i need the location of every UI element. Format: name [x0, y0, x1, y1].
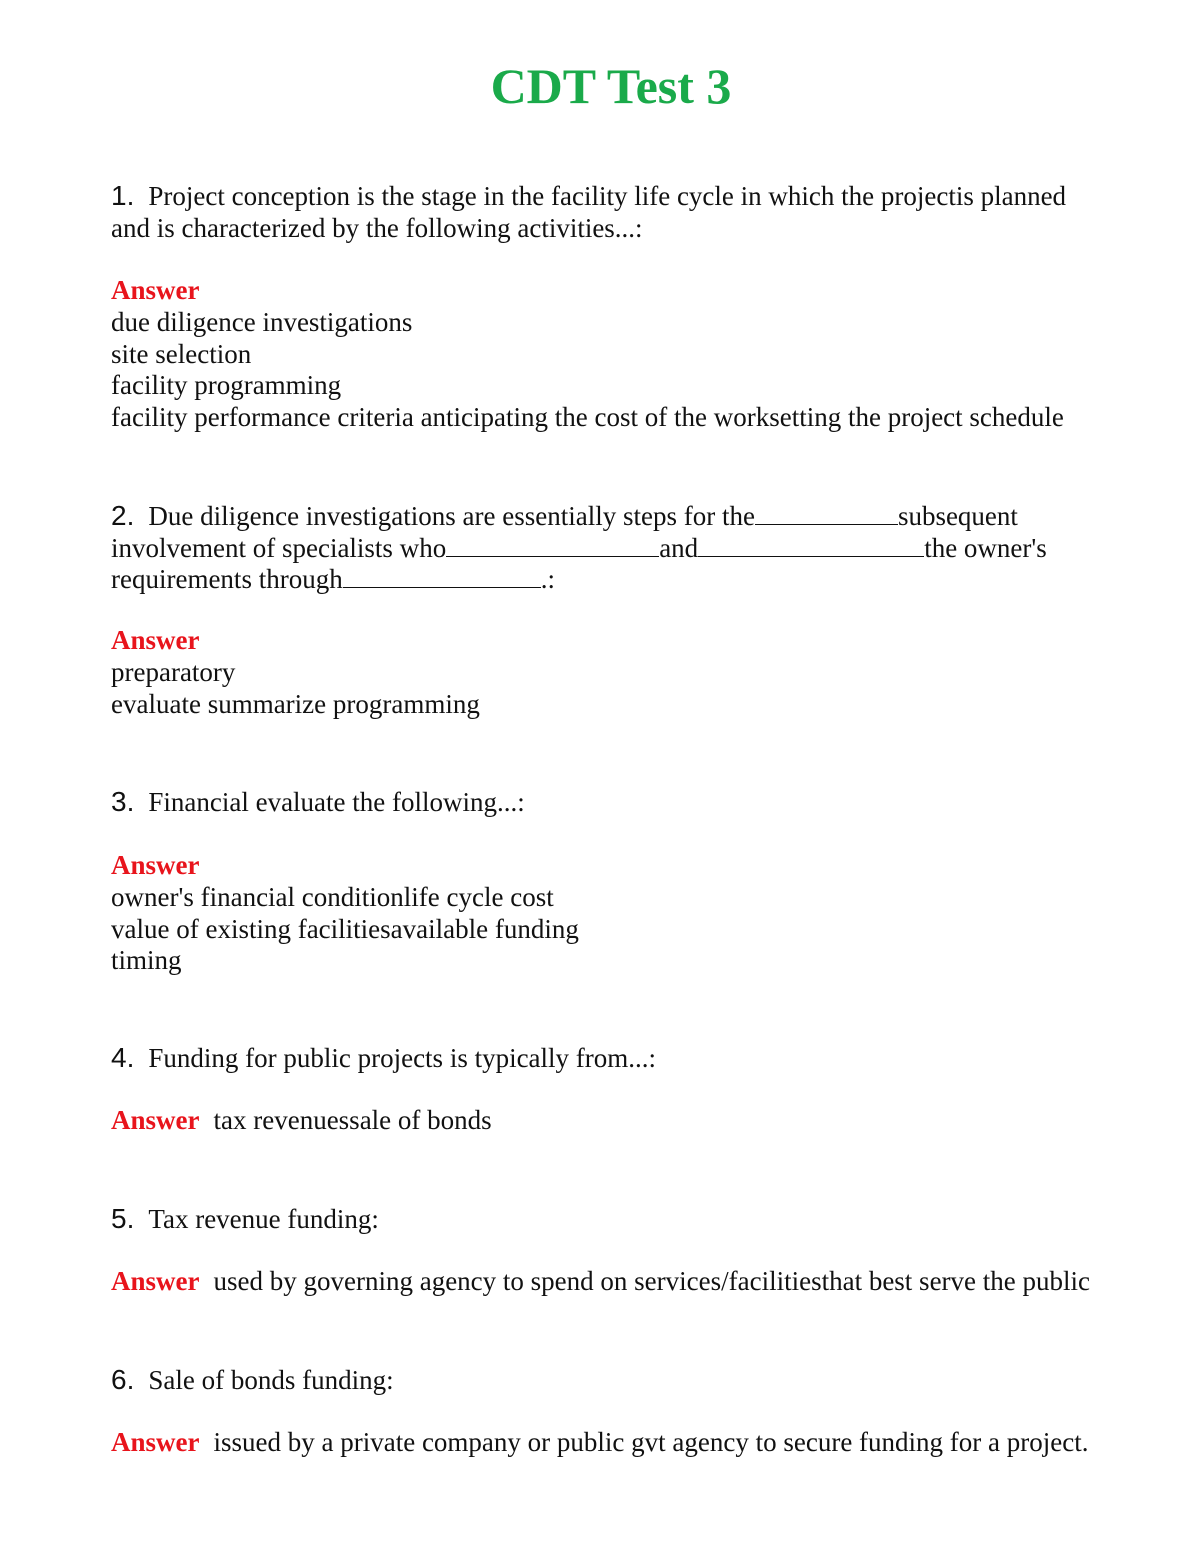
- document-title: CDT Test 3: [490, 58, 732, 114]
- question-1: [111, 180, 1066, 244]
- answer-2: [111, 625, 480, 720]
- question-text-line: Funding for public projects is typically from...:: [148, 1043, 657, 1073]
- question-4: [111, 1042, 656, 1075]
- question-number: 4.: [111, 1042, 135, 1073]
- answer-3: [111, 850, 579, 977]
- question-text-segment: .:: [540, 564, 555, 594]
- question-text-line: Tax revenue funding:: [148, 1204, 379, 1234]
- question-text-segment: involvement of specialists who: [111, 532, 447, 563]
- question-text-segment: and: [659, 532, 699, 563]
- answer-line: timing: [111, 945, 182, 976]
- question-text-segment: Due diligence investigations are essentially steps for the: [148, 501, 755, 531]
- question-text-line: Financial evaluate the following...:: [148, 787, 525, 817]
- question-text-segment: the owner's: [924, 532, 1047, 563]
- answer-label: Answer: [111, 850, 200, 880]
- answer-label: Answer: [111, 1427, 200, 1457]
- fill-in-blank: [343, 567, 541, 588]
- answer-5: [111, 1266, 1090, 1298]
- answer-4: [111, 1105, 492, 1137]
- answer-label: Answer: [111, 625, 200, 655]
- answer-1: [111, 275, 1064, 434]
- answer-line: facility programming: [111, 370, 342, 401]
- question-number: 5.: [111, 1203, 135, 1234]
- answer-6: [111, 1427, 1088, 1459]
- answer-line: preparatory: [111, 656, 236, 687]
- answer-line: due diligence investigations: [111, 306, 413, 337]
- answer-line: site selection: [111, 338, 252, 369]
- answer-text: tax revenuessale of bonds: [213, 1105, 492, 1135]
- question-5: [111, 1203, 379, 1236]
- fill-in-blank: [698, 536, 924, 557]
- fill-in-blank: [755, 504, 898, 525]
- question-6: [111, 1364, 394, 1397]
- question-text-segment: subsequent: [897, 501, 1018, 531]
- question-text-line: Project conception is the stage in the facility life cycle in which the projectis planned: [148, 181, 1067, 211]
- question-text-line: Sale of bonds funding:: [148, 1365, 394, 1395]
- fill-in-blank: [446, 536, 659, 557]
- answer-text: issued by a private company or public gvt agency to secure funding for a project.: [213, 1427, 1089, 1457]
- answer-label: Answer: [111, 275, 200, 305]
- question-2: [111, 500, 1047, 596]
- question-number: 1.: [111, 180, 135, 211]
- question-text-line: and is characterized by the following activities...:: [111, 212, 643, 243]
- question-number: 6.: [111, 1364, 135, 1395]
- answer-line: facility performance criteria anticipating the cost of the worksetting the project schedule: [111, 402, 1064, 433]
- answer-line: value of existing facilitiesavailable funding: [111, 913, 579, 944]
- answer-label: Answer: [111, 1105, 200, 1135]
- question-number: 3.: [111, 786, 135, 817]
- answer-label: Answer: [111, 1266, 200, 1296]
- answer-text: used by governing agency to spend on services/facilitiesthat best serve the public: [213, 1266, 1090, 1296]
- question-text-segment: requirements through: [111, 564, 343, 594]
- question-number: 2.: [111, 500, 135, 531]
- question-3: [111, 786, 525, 819]
- answer-line: evaluate summarize programming: [111, 688, 480, 719]
- answer-line: owner's financial conditionlife cycle cost: [111, 881, 554, 912]
